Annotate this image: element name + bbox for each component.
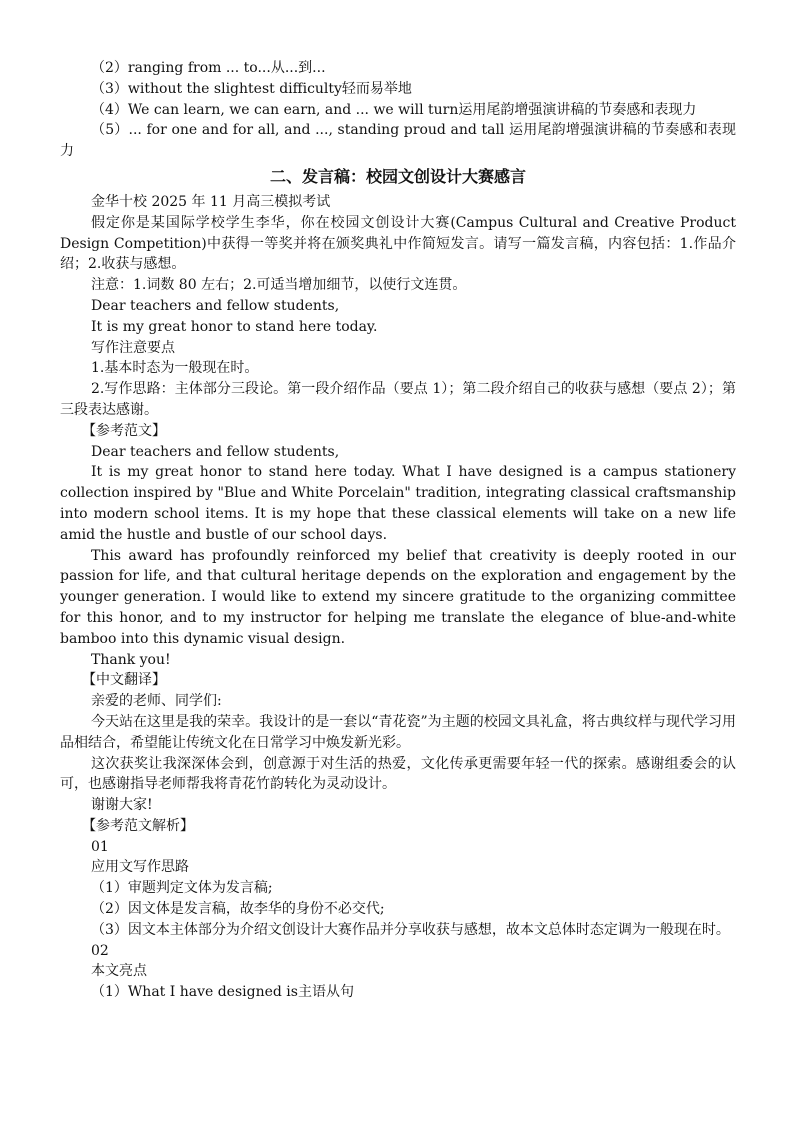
document-page: [60, 58, 736, 1003]
model-closing: Thank you!: [91, 651, 171, 668]
tip-1: 1.基本时态为一般现在时。: [91, 360, 259, 377]
phrase-line-3: （3）without the slightest difficulty轻而易举地: [91, 80, 412, 97]
translation-label: 【中文翻译】: [82, 672, 166, 689]
task-notice: 注意：1.词数 80 左右；2.可适当增加细节，以使行文连贯。: [91, 277, 467, 294]
model-greeting: Dear teachers and fellow students,: [91, 443, 340, 460]
exam-source: 金华十校 2025 年 11 月高三模拟考试: [91, 193, 331, 210]
translation-paragraph-2: 这次获奖让我深深体会到，创意源于对生活的热爱，文化传承更需要年轻一代的探索。感谢组委会的认可，也感谢指导老师帮我将青花竹韵转化为灵动设计。: [60, 755, 736, 793]
analysis-number-1: 01: [91, 838, 109, 855]
model-paragraph-1: It is my great honor to stand here today. What I have designed is a campus stationery collection inspired by "Blue and White Porcelain" tradition, integrating classical craftsmanship into modern school items. It is my hope that these classical elements will take on a new life amid the hustle and bustle of our school days.: [60, 464, 736, 543]
tip-2: 2.写作思路：主体部分三段论。第一段介绍作品（要点 1）；第二段介绍自己的收获与感想（要点 2）；第三段表达感谢。: [60, 381, 736, 418]
translation-greeting: 亲爱的老师、同学们:: [91, 693, 222, 710]
task-prompt: 假定你是某国际学校学生李华，你在校园文创设计大赛(Campus Cultural and Creative Product Design Competition)中获得一等奖并将在颁奖典礼中作简短发言。请写一篇发言稿，内容包括：1.作品介绍；2.收获与感想。: [60, 214, 736, 273]
tips-title: 写作注意要点: [91, 339, 175, 356]
analysis-title-2: 本文亮点: [91, 963, 147, 980]
analysis-label: 【参考范文解析】: [82, 817, 194, 834]
model-paragraph-2: This award has profoundly reinforced my belief that creativity is deeply rooted in our passion for life, and that cultural heritage depends on the exploration and engagement by the younger generation. I would like to extend my sincere gratitude to the organizing committee for this honor, and to my instructor for helping me translate the elegance of blue-and-white bamboo into this dynamic visual design.: [60, 547, 736, 647]
task-opening: It is my great honor to stand here today.: [91, 318, 378, 335]
task-greeting: Dear teachers and fellow students,: [91, 297, 340, 314]
highlight-item-1: （1）What I have designed is主语从句: [91, 984, 354, 1001]
phrase-line-2: （2）ranging from ... to...从...到...: [91, 60, 326, 76]
analysis-item-2: （2）因文体是发言稿，故李华的身份不必交代;: [91, 901, 385, 918]
analysis-item-3: （3）因文本主体部分为介绍文创设计大赛作品并分享收获与感想，故本文总体时态定调为一般现在时。: [91, 921, 730, 938]
translation-closing: 谢谢大家!: [91, 797, 153, 814]
model-label: 【参考范文】: [82, 422, 166, 439]
phrase-line-4: （4）We can learn, we can earn, and ... we will turn运用尾韵增强演讲稿的节奏感和表现力: [91, 101, 697, 118]
analysis-title-1: 应用文写作思路: [91, 859, 189, 876]
analysis-item-1: （1）审题判定文体为发言稿;: [91, 880, 273, 897]
section-title: 二、发言稿：校园文创设计大赛感言: [269, 166, 526, 186]
translation-paragraph-1: 今天站在这里是我的荣幸。我设计的是一套以“青花瓷”为主题的校园文具礼盒，将古典纹样与现代学习用品相结合，希望能让传统文化在日常学习中焕发新光彩。: [60, 713, 736, 751]
analysis-number-2: 02: [91, 942, 109, 959]
phrase-line-5: （5）... for one and for all, and ..., standing proud and tall 运用尾韵增强演讲稿的节奏感和表现力: [60, 122, 736, 160]
